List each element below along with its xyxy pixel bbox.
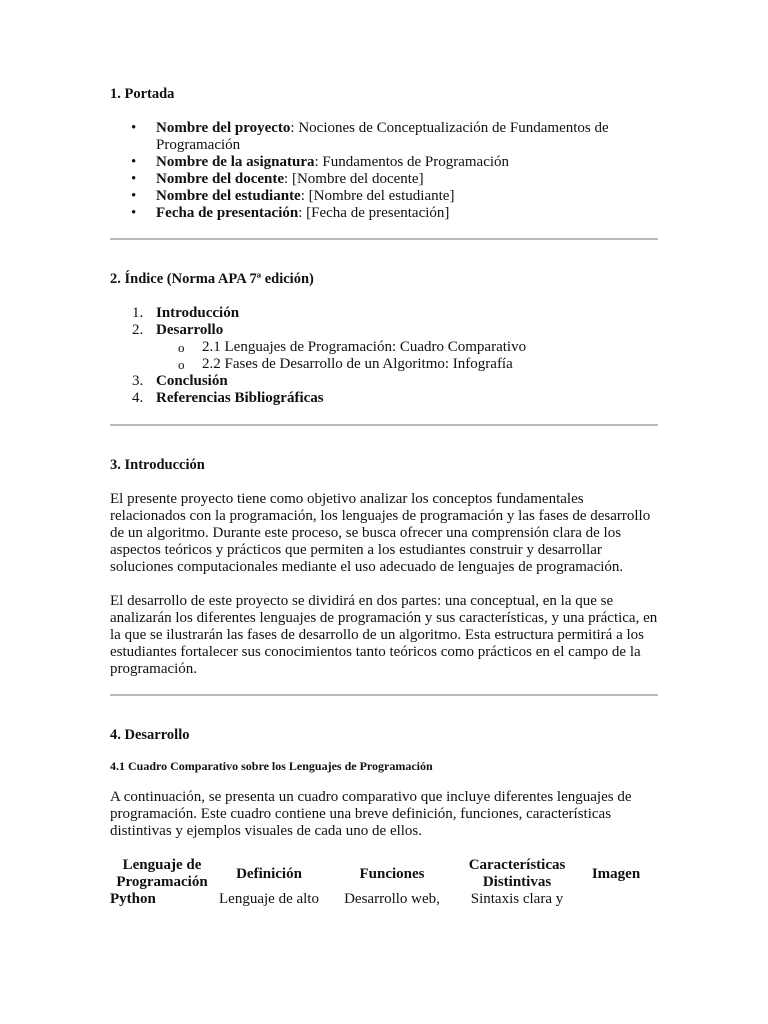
toc-subitem: o 2.2 Fases de Desarrollo de un Algoritmo: Infografía: [202, 356, 658, 373]
item-value: : [Fecha de presentación]: [298, 205, 450, 221]
introduccion-heading: 3. Introducción: [110, 457, 205, 473]
toc-sublist: [156, 339, 658, 373]
toc-number: 3.: [132, 373, 144, 389]
column-header: Lenguaje de Programación: [116, 857, 208, 890]
toc-number: 2.: [132, 322, 144, 338]
column-header: Funciones: [359, 865, 425, 882]
toc-label: Conclusión: [156, 373, 228, 389]
column-header: Características Distintivas: [468, 857, 566, 890]
toc-label: Introducción: [156, 305, 240, 321]
toc-number: 4.: [132, 390, 144, 406]
desarrollo-subheading: 4.1 Cuadro Comparativo sobre los Lenguajes de Programación: [110, 759, 433, 773]
list-item: [156, 171, 658, 188]
portada-heading: 1. Portada: [110, 86, 175, 102]
toc-label: Referencias Bibliográficas: [156, 390, 324, 406]
toc-number: 1.: [132, 305, 144, 321]
indice-heading: 2. Índice (Norma APA 7ª edición): [110, 271, 314, 287]
document-page: [110, 86, 658, 908]
table-cell: [574, 891, 658, 908]
item-label: Nombre de la asignatura: [156, 154, 315, 170]
item-label: Nombre del estudiante: [156, 188, 301, 204]
item-label: Fecha de presentación: [156, 205, 299, 221]
table-cell: Python: [110, 891, 156, 907]
column-header: Imagen: [591, 865, 641, 882]
desarrollo-heading: 4. Desarrollo: [110, 727, 190, 743]
toc-label: Desarrollo: [156, 322, 224, 338]
intro-paragraph: El desarrollo de este proyecto se dividirá en dos partes: una conceptual, en la que se analizarán los diferentes lenguajes de programación y sus características, y una práctica, en la que se ilustrarán las fases de desarrollo de un algoritmo. Esta estructura permitirá a los estudiantes fortalecer sus conocimientos tanto teóricos como prácticos en el campo de la programación.: [110, 593, 658, 677]
indice-list: [110, 305, 658, 407]
column-header: Definición: [236, 865, 302, 882]
toc-item: [132, 322, 658, 373]
intro-paragraph: El presente proyecto tiene como objetivo analizar los conceptos fundamentales relacionados con la programación, los lenguajes de programación y las fases de desarrollo de un algoritmo. Durante este proceso, se busca ofrecer una comprensión clara de los aspectos teóricos y prácticos que permiten a los estudiantes construir y desarrollar soluciones computacionales mediante el uso adecuado de lenguajes de programación.: [110, 491, 651, 575]
list-item: [156, 154, 658, 171]
list-item: [156, 205, 658, 222]
portada-list: [110, 120, 658, 222]
list-item: [156, 188, 658, 205]
item-label: Nombre del proyecto: [156, 120, 291, 136]
table-cell: Sintaxis clara y: [470, 891, 564, 907]
toc-item: [132, 373, 658, 390]
list-item: [156, 120, 658, 154]
item-value: : Nociones de Conceptualización de Fundamentos de Programación: [156, 120, 609, 153]
comparison-table: [110, 857, 658, 908]
item-value: : Fundamentos de Programación: [314, 154, 510, 170]
desarrollo-paragraph: A continuación, se presenta un cuadro comparativo que incluye diferentes lenguajes de programación. Este cuadro contiene una breve definición, funciones, características distintivas y ejemplos visuales de cada uno de ellos.: [110, 789, 632, 839]
table-row: [110, 891, 658, 908]
toc-item: [132, 390, 658, 407]
table-cell: Desarrollo web,: [344, 891, 440, 907]
item-value: : [Nombre del docente]: [284, 171, 424, 187]
table-header-row: [110, 857, 658, 891]
item-label: Nombre del docente: [156, 171, 285, 187]
toc-subitem: o 2.1 Lenguajes de Programación: Cuadro Comparativo: [202, 339, 658, 356]
item-value: : [Nombre del estudiante]: [300, 188, 455, 204]
table-cell: Lenguaje de alto: [219, 891, 319, 907]
toc-item: [132, 305, 658, 322]
